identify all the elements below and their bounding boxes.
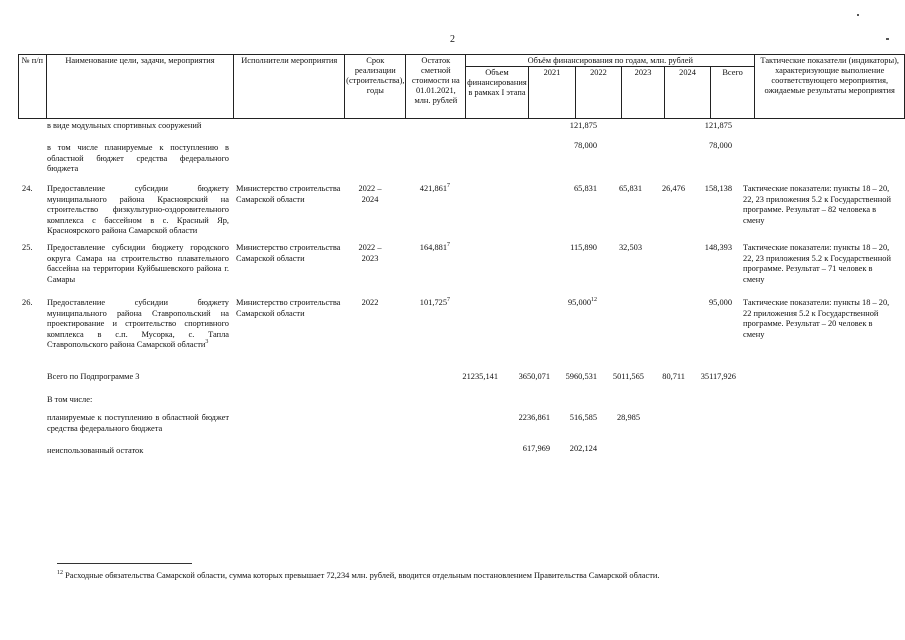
row24-name: Предоставление субсидии бюджету муниципального района Красноярский на строительство физкультурно-оздоровительного комплекса с бассейном в с. Красный Яр, Красноярского района Самарской области [47,184,229,235]
row25-indicators: Тактические показатели: пункты 18 – 20, 22, 23 приложения 5.2 к Государственной программе. Результат – 71 человек в смену [743,243,891,284]
header-2021: 2021 [528,67,575,119]
header-finance-group: Объём финансирования по годам, млн. рублей [466,55,755,67]
row25-name: Предоставление субсидии бюджету городского округа Самара на строительство плавательного бассейна на территории Куйбышевского района г. Самары [47,243,229,284]
row26-indicators: Тактические показатели: пункты 18 – 20, 22 приложения 5.2 к Государственной программе. Результат – 20 человек в смену [743,298,890,339]
row25-remain: 164,881$^7$ [419,242,450,252]
footnote-rule [57,563,192,564]
fed2-2022: 516,585 [569,413,597,422]
header-2022: 2022 [576,67,622,119]
header-stage1: Объем финансирования в рамках I этапа [466,67,529,119]
row24-2024: 26,476 [661,184,685,193]
row24-2022: 65,831 [573,184,597,193]
row-fed1-2022: 78,000 [573,141,597,150]
fed2-name: планируемые к поступлению в областной бюджет средства федерального бюджета [47,413,229,433]
row25-no: 25. [22,243,33,252]
header-remain: Остаток сметной стоимости на 01.01.2021, млн. рублей [406,55,466,119]
fed2-2021: 2236,861 [518,413,550,422]
row25-2022: 115,890 [570,243,597,252]
total-total: 35117,926 [700,372,736,381]
row26-name: Предоставление субсидии бюджету муниципального района Ставропольский на проектирование и строительство спортивного комплекса в с.п. Мусорка, с. Тапла Ставропольского района Самарской области$^3$ [47,298,229,349]
row26-2022: 95,000$^{12}$ [567,297,597,307]
row25-executor: Министерство строительства Самарской области [236,243,341,263]
header-indicators: Тактические показатели (индикаторы), характеризующие выполнение соответствующего мероприятия, ожидаемые результаты мероприятия [755,55,905,119]
row24-remain: 421,861$^7$ [419,183,450,193]
row26-period: 2022 [361,298,379,307]
row-modular-2022: 121,875 [569,121,597,130]
header-no: № п/п [19,55,47,119]
row26-remain: 101,725$^7$ [419,297,450,307]
header-total: Всего [710,67,755,119]
row25-2023: 32,503 [618,243,642,252]
row24-indicators: Тактические показатели: пункты 18 – 20, 22, 23 приложения 5.2 к Государственной программе. Результат – 82 человека в смену [743,184,891,225]
incl-label: В том числе: [47,395,93,404]
row26-total: 95,000 [708,298,732,307]
page-number: 2 [450,34,455,45]
total-2024: 80,711 [662,372,685,381]
row24-executor: Министерство строительства Самарской области [236,184,341,204]
row26-no: 26. [22,298,33,307]
table-header [18,54,905,119]
row-fed1-name: в том числе планируемые к поступлению в областной бюджет средства федерального бюджета [47,143,229,173]
row24-period: 2022 – 2024 [358,184,382,204]
header-2023: 2023 [621,67,665,119]
row24-no: 24. [22,184,33,193]
row24-2023: 65,831 [618,184,642,193]
unused-2021: 617,969 [522,444,550,453]
total-2021: 3650,071 [518,372,550,381]
row24-total: 158,138 [704,184,732,193]
row-fed1-total: 78,000 [708,141,732,150]
header-executors: Исполнители мероприятия [234,55,345,119]
header-2024: 2024 [665,67,711,119]
unused-2022: 202,124 [569,444,597,453]
row26-executor: Министерство строительства Самарской области [236,298,341,318]
row25-total: 148,393 [704,243,732,252]
total-name: Всего по Подпрограмме 3 [47,372,140,381]
total-stage1: 21235,141 [462,372,498,381]
total-2022: 5960,531 [565,372,597,381]
row-modular-total: 121,875 [704,121,732,130]
scan-speck [886,38,889,40]
header-period: Срок реализации (строительства), годы [345,55,406,119]
header-name: Наименование цели, задачи, мероприятия [46,55,234,119]
total-2023: 5011,565 [612,372,644,381]
unused-name: неиспользованный остаток [47,446,144,455]
row25-period: 2022 – 2023 [358,243,382,263]
fed2-2023: 28,985 [616,413,640,422]
row-modular-name: в виде модульных спортивных сооружений [47,121,202,130]
scan-speck [857,14,859,16]
footnote: $^{12}$ Расходные обязательства Самарской области, сумма которых превышает 72,234 млн. рублей, вводится отдельным постановлением Правительства Самарской области. [57,570,660,580]
